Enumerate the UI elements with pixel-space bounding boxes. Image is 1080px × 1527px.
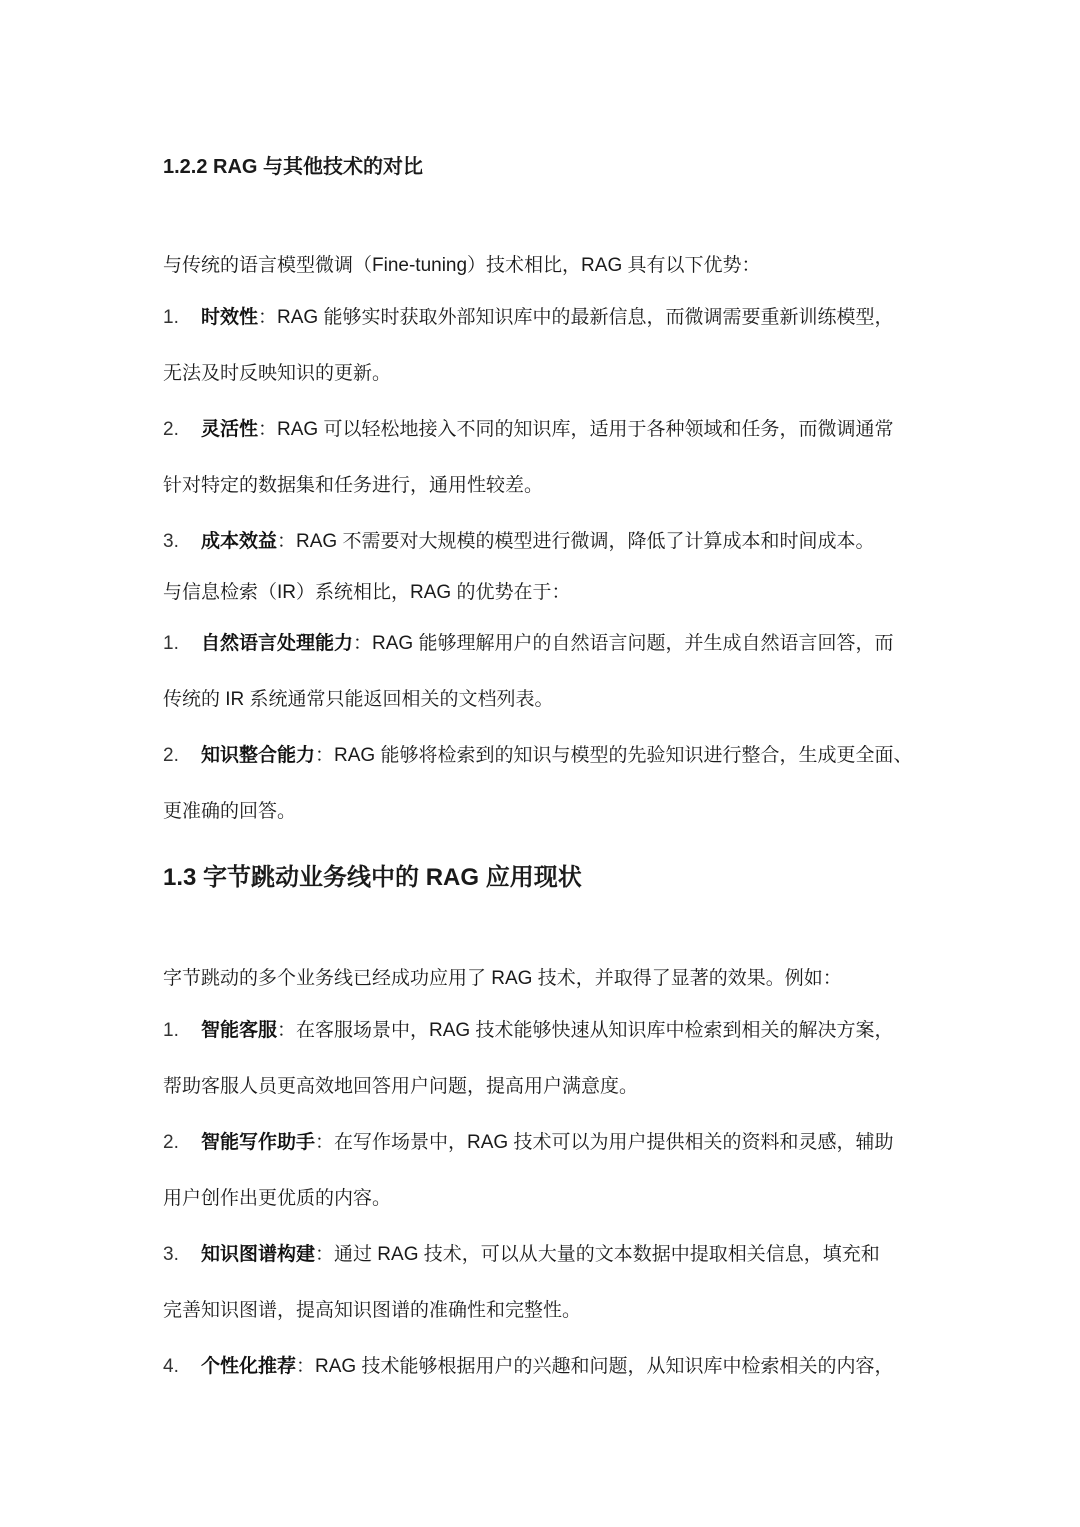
list-number: 3. [163, 531, 179, 552]
section-heading-1-3: 1.3 字节跳动业务线中的 RAG 应用现状 [163, 864, 582, 891]
list-item [163, 1355, 893, 1379]
list-term: 灵活性 [201, 419, 259, 440]
list-term: 智能客服 [201, 1020, 278, 1041]
list-term: 成本效益 [201, 531, 278, 552]
list-term: 智能写作助手 [201, 1132, 316, 1153]
list-continuation: 用户创作出更优质的内容。 [163, 1188, 392, 1209]
list-continuation: 完善知识图谱，提高知识图谱的准确性和完整性。 [163, 1300, 582, 1321]
list-text: ：在客服场景中，RAG 技术能够快速从知识库中检索到相关的解决方案， [277, 1020, 894, 1041]
list-number: 2. [163, 745, 179, 766]
list-item [163, 1243, 880, 1267]
list-text: ：RAG 可以轻松地接入不同的知识库，适用于各种领域和任务，而微调通常 [258, 419, 894, 440]
list-number: 4. [163, 1356, 179, 1377]
list-number: 2. [163, 1132, 179, 1153]
list-text: ：RAG 不需要对大规模的模型进行微调，降低了计算成本和时间成本。 [277, 531, 875, 552]
list-term: 知识整合能力 [201, 745, 316, 766]
list-item [163, 530, 874, 554]
section-heading-1-2-2: 1.2.2 RAG 与其他技术的对比 [163, 156, 424, 178]
list-number: 3. [163, 1244, 179, 1265]
list-term: 知识图谱构建 [201, 1244, 316, 1265]
list-text: ：RAG 技术能够根据用户的兴趣和问题，从知识库中检索相关的内容， [296, 1356, 894, 1377]
list-text: ：通过 RAG 技术，可以从大量的文本数据中提取相关信息，填充和 [315, 1244, 880, 1265]
list-continuation: 针对特定的数据集和任务进行，通用性较差。 [163, 475, 544, 496]
list-term: 个性化推荐 [201, 1356, 297, 1377]
list-number: 1. [163, 307, 179, 328]
paragraph: 与传统的语言模型微调（Fine-tuning）技术相比，RAG 具有以下优势： [163, 255, 761, 276]
list-item [163, 632, 893, 656]
list-term: 自然语言处理能力 [201, 633, 354, 654]
list-item [163, 1131, 893, 1155]
list-number: 1. [163, 1020, 179, 1041]
list-item [163, 744, 912, 768]
list-continuation: 更准确的回答。 [163, 801, 297, 822]
list-number: 2. [163, 419, 179, 440]
list-continuation: 帮助客服人员更高效地回答用户问题，提高用户满意度。 [163, 1076, 639, 1097]
paragraph: 与信息检索（IR）系统相比，RAG 的优势在于： [163, 582, 571, 603]
list-text: ：RAG 能够将检索到的知识与模型的先验知识进行整合，生成更全面、 [315, 745, 913, 766]
paragraph: 字节跳动的多个业务线已经成功应用了 RAG 技术，并取得了显著的效果。例如： [163, 968, 842, 989]
list-text: ：在写作场景中，RAG 技术可以为用户提供相关的资料和灵感，辅助 [315, 1132, 894, 1153]
list-item [163, 418, 893, 442]
list-term: 时效性 [201, 307, 259, 328]
list-continuation: 无法及时反映知识的更新。 [163, 363, 392, 384]
list-continuation: 传统的 IR 系统通常只能返回相关的文档列表。 [163, 689, 554, 710]
list-item [163, 306, 893, 330]
list-text: ：RAG 能够理解用户的自然语言问题，并生成自然语言回答，而 [353, 633, 894, 654]
list-item [163, 1019, 893, 1043]
list-text: ：RAG 能够实时获取外部知识库中的最新信息，而微调需要重新训练模型， [258, 307, 894, 328]
list-number: 1. [163, 633, 179, 654]
